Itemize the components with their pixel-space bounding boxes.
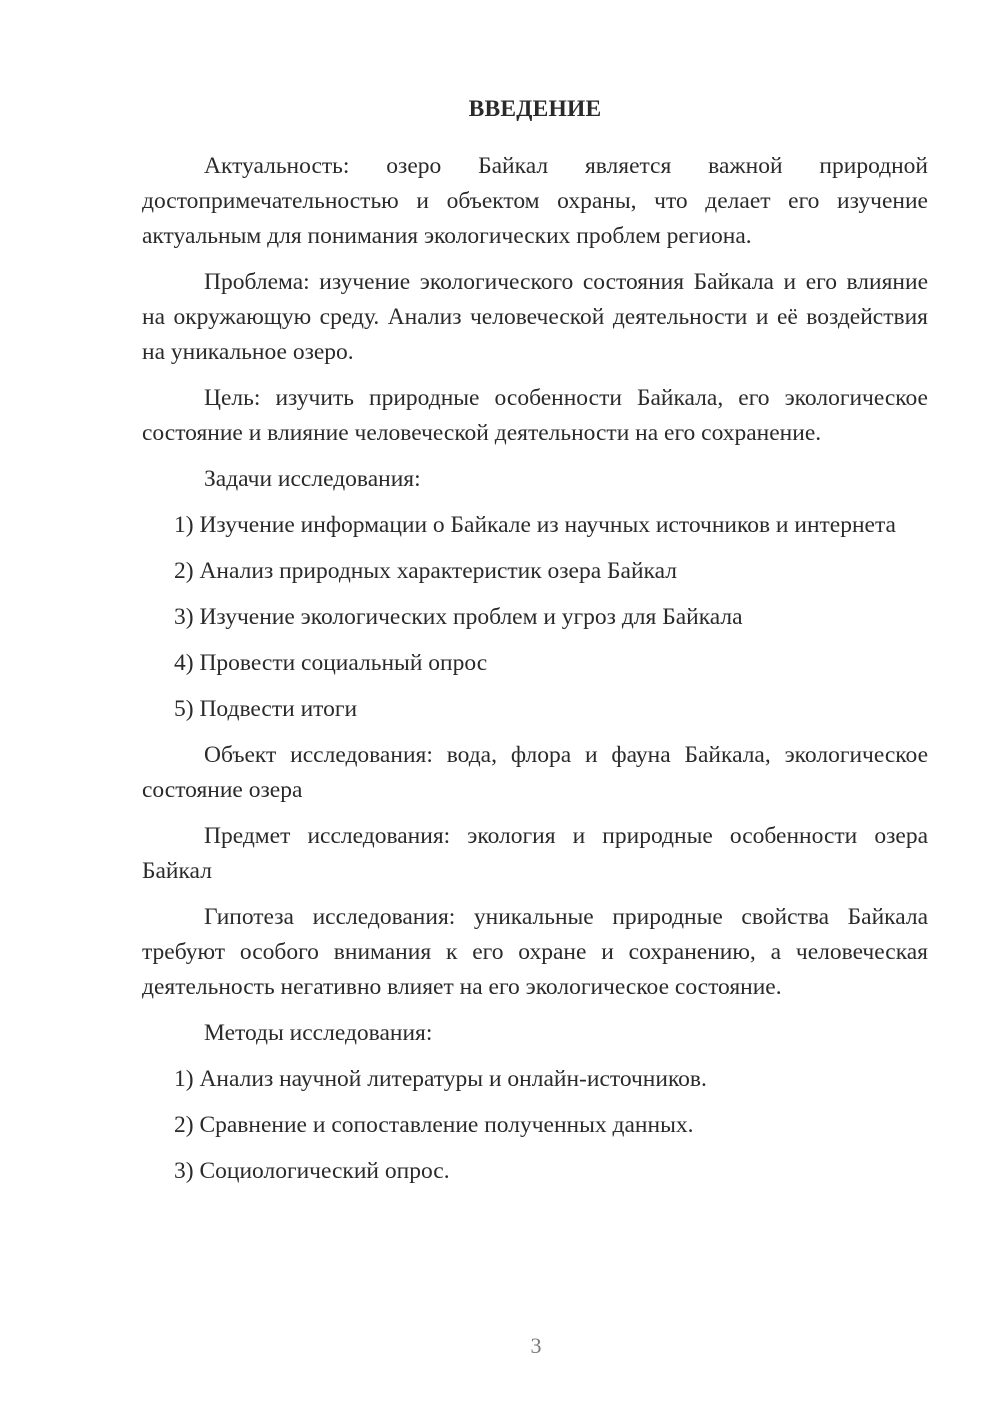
task-item: 2) Анализ природных характеристик озера Байкал xyxy=(174,558,677,584)
relevance-paragraph: Актуальность: озеро Байкал является важной природной достопримечательностью и объектом охраны, что делает его изучение актуальным для понимания экологических проблем региона. xyxy=(142,153,928,249)
subject-paragraph: Предмет исследования: экология и природные особенности озера Байкал xyxy=(142,823,928,884)
task-item: 1) Изучение информации о Байкале из научных источников и интернета xyxy=(174,512,896,538)
task-item: 4) Провести социальный опрос xyxy=(174,650,488,676)
document-body xyxy=(142,92,928,1200)
goal-paragraph: Цель: изучить природные особенности Байкала, его экологическое состояние и влияние человеческой деятельности на его сохранение. xyxy=(142,385,928,446)
hypothesis-paragraph: Гипотеза исследования: уникальные природные свойства Байкала требуют особого внимания к его охране и сохранению, а человеческая деятельность негативно влияет на его экологическое состояние. xyxy=(142,904,928,1000)
object-paragraph: Объект исследования: вода, флора и фауна Байкала, экологическое состояние озера xyxy=(142,742,928,803)
method-item: 2) Сравнение и сопоставление полученных данных. xyxy=(174,1112,694,1138)
tasks-heading: Задачи исследования: xyxy=(204,466,421,492)
task-item: 3) Изучение экологических проблем и угроз для Байкала xyxy=(174,604,743,630)
page-number: 3 xyxy=(530,1333,542,1358)
method-item: 1) Анализ научной литературы и онлайн-источников. xyxy=(174,1066,707,1092)
section-title: ВВЕДЕНИЕ xyxy=(468,96,602,122)
problem-paragraph: Проблема: изучение экологического состояния Байкала и его влияние на окружающую среду. Анализ человеческой деятельности и её воздействия на уникальное озеро. xyxy=(142,269,928,365)
method-item: 3) Социологический опрос. xyxy=(174,1158,450,1184)
task-item: 5) Подвести итоги xyxy=(174,696,358,722)
methods-heading: Методы исследования: xyxy=(204,1020,433,1046)
